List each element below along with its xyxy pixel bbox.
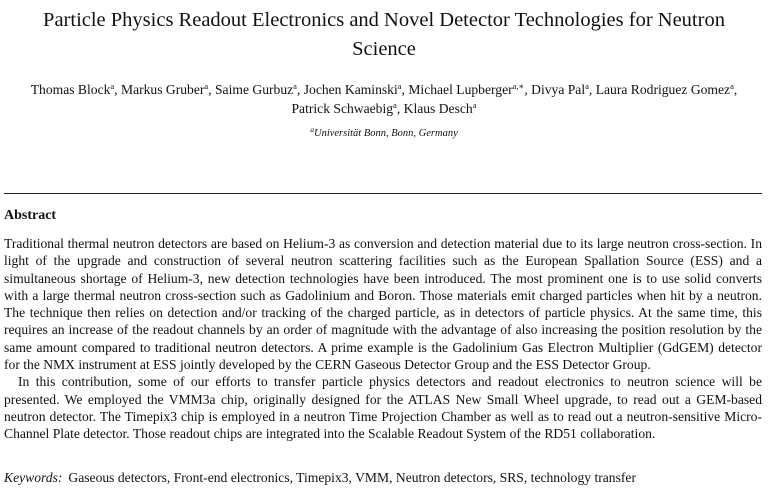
author-name: Jochen Kaminski bbox=[303, 82, 398, 97]
author-name: Saime Gurbuz bbox=[215, 82, 294, 97]
author-separator: , bbox=[396, 101, 404, 116]
author bbox=[404, 101, 477, 116]
author-affiliation-mark: a bbox=[397, 81, 402, 91]
keywords-text: Gaseous detectors, Front-end electronics, Timepix3, VMM, Neutron detectors, SRS, technology transfer bbox=[68, 470, 636, 485]
author-name: Thomas Block bbox=[30, 82, 111, 97]
keywords-label: Keywords: bbox=[4, 470, 63, 485]
author-affiliation-mark: a bbox=[472, 100, 477, 110]
author bbox=[408, 82, 531, 97]
author bbox=[31, 82, 121, 97]
author bbox=[531, 82, 596, 97]
paper-title: Particle Physics Readout Electronics and Novel Detector Technologies for Neutron Science bbox=[43, 9, 725, 60]
affiliation bbox=[0, 125, 768, 139]
author-separator: , bbox=[733, 82, 738, 97]
author bbox=[291, 101, 403, 116]
author bbox=[304, 82, 409, 97]
author-separator: , bbox=[401, 82, 409, 97]
author-name: Markus Gruber bbox=[120, 82, 205, 97]
author bbox=[215, 82, 304, 97]
author bbox=[121, 82, 215, 97]
abstract-body bbox=[4, 235, 762, 443]
author-list bbox=[18, 80, 750, 118]
author-name: Divya Pal bbox=[531, 82, 586, 97]
abstract-heading: Abstract bbox=[4, 208, 57, 223]
author-affiliation-mark: a bbox=[393, 100, 397, 110]
author bbox=[596, 82, 738, 97]
author-name: Laura Rodriguez Gomez bbox=[595, 82, 731, 97]
author-name: Michael Lupberger bbox=[408, 82, 513, 97]
author-affiliation-mark: a bbox=[293, 81, 297, 91]
author-separator: , bbox=[588, 82, 596, 97]
author-affiliation-mark: a bbox=[204, 81, 209, 91]
affiliation-mark: a bbox=[310, 125, 314, 134]
author-name: Patrick Schwaebig bbox=[291, 101, 394, 116]
author-separator: , bbox=[208, 82, 215, 97]
author-affiliation-mark: a bbox=[585, 81, 589, 91]
author-separator: , bbox=[524, 82, 532, 97]
author-name: Klaus Desch bbox=[403, 101, 473, 116]
section-divider bbox=[4, 193, 762, 194]
author-separator: , bbox=[296, 82, 304, 97]
affiliation-text: Universität Bonn, Bonn, Germany bbox=[313, 128, 458, 139]
keywords-line bbox=[4, 470, 762, 486]
abstract-paragraph: In this contribution, some of our efforts to transfer particle physics detectors and readout electronics to neutron science will be presented. We employed the VMM3a chip, originally designed for the ATLAS New Small Wheel upgrade, to read out a GEM-based neutron detector. The Timepix3 chip is employed in a neutron Time Projection Chamber as well as to read out a neutron-sensitive Micro-Channel Plate detector. Those readout chips are integrated into the Scalable Readout System of the RD51 collaboration. bbox=[4, 374, 762, 442]
abstract-paragraph: Traditional thermal neutron detectors are based on Helium-3 as conversion and detection material due to its large neutron cross-section. In light of the upgrade and construction of several neutron scattering facilities such as the European Spallation Source (ESS) and a simultaneous shortage of Helium-3, new detection technologies have been introduced. The most prominent one is to use solid converts with a large thermal neutron cross-section such as Gadolinium and Boron. Those materials emit charged particles when hit by a neutron. The technique then relies on detection and/or tracking of the charged particle, as in detectors of particle physics. At the same time, this requires an increase of the readout channels by an order of magnitude with the advantage of also increasing the position resolution by the same amount compared to traditional neutron detectors. A prime example is the Gadolinium Gas Electron Multiplier (GdGEM) detector for the NMX instrument at ESS jointly developed by the CERN Gaseous Detector Group and the ESS Detector Group. bbox=[4, 236, 762, 373]
author-affiliation-mark: a bbox=[110, 81, 115, 91]
author-affiliation-mark: a bbox=[730, 81, 734, 91]
author-affiliation-mark: a,∗ bbox=[512, 81, 525, 91]
author-separator: , bbox=[114, 82, 121, 97]
